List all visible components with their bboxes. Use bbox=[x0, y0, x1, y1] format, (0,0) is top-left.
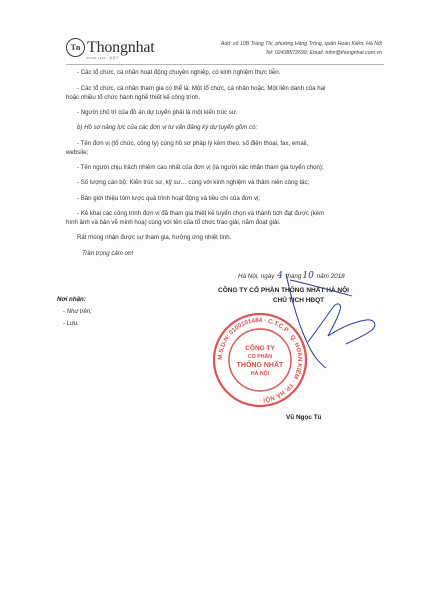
body-line: hình ảnh và bản vẽ minh hoạ) cùng với tên của tổ chức trao giải, năm đoạt giải. bbox=[66, 219, 281, 226]
signature-stroke bbox=[308, 304, 341, 342]
recipient-item: - Lưu. bbox=[63, 321, 79, 327]
date-month: 10 bbox=[302, 271, 314, 281]
body-closing: Rất mong nhận được sự tham gia, hưởng ứng nhiệt tình. bbox=[77, 234, 232, 241]
stamp-line-1: CÔNG TY bbox=[245, 345, 275, 352]
body-line: - Tên đơn vị (tổ chức, công ty) cùng hồ sơ pháp lý kèm theo, số điện thoại, fax, email, bbox=[77, 140, 309, 147]
body-line: - Người chủ trì của đồ án dự tuyển phải là một kiến trúc sư. bbox=[77, 109, 238, 116]
recipients-title: Nơi nhận: bbox=[57, 296, 86, 303]
body-line: - Kê khai các công trình đơn vị đã tham gia thiết kế tuyển chọn và thành tích đạt được (kèm bbox=[77, 210, 325, 217]
body-line: hoặc nhiều tổ chức hành nghề thiết kế công trình. bbox=[66, 94, 201, 101]
signer-title: CHỦ TỊCH HĐQT bbox=[272, 297, 325, 304]
signature-stroke bbox=[286, 274, 326, 368]
body-line: - Số lượng cán bộ: Kiến trúc sư, kỹ sư… cùng với kinh nghiệm và thâm niên công tác; bbox=[77, 179, 310, 186]
stamp-ring-text: M.S.D.N: 0100101484 · C.T.C.P · Q. HOÀN KIẾM · TP. HÀ NỘI · bbox=[216, 316, 304, 404]
body-thanks: Trân trọng cảm ơn! bbox=[82, 250, 134, 257]
date-day: 4 bbox=[277, 271, 283, 281]
logo-subtitle: SINCE 1960 · 事用产 bbox=[86, 56, 120, 60]
date-prefix: Hà Nội, ngày bbox=[238, 273, 275, 280]
company-contact: Tel: 02438572699; Email: tnhn@thongnhat.com.vn bbox=[265, 50, 382, 56]
stamp-line-3: THỐNG NHẤT bbox=[236, 362, 284, 369]
signature-stroke bbox=[328, 320, 375, 344]
company-name: CÔNG TY CỔ PHẦN THỐNG NHẤT HÀ NỘI bbox=[218, 287, 349, 294]
handwritten-signature bbox=[268, 270, 413, 380]
date-mid: tháng bbox=[285, 273, 302, 280]
signer-name: Vũ Ngọc Tú bbox=[286, 414, 322, 421]
recipient-item: - Như trên; bbox=[63, 309, 92, 315]
body-section-b: b) Hồ sơ năng lực của các đơn vị tư vấn đăng ký dự tuyển gồm có: bbox=[77, 124, 258, 131]
body-line: - Bản giới thiệu tóm lược quá trình hoạt động và tiêu chí của đơn vị; bbox=[77, 195, 261, 202]
body-line: - Tên người chịu trách nhiệm cao nhất của đơn vị (là người xác nhận tham gia tuyển chọn); bbox=[77, 164, 324, 171]
body-line: - Các tổ chức, cá nhân hoạt động chuyên nghiệp, có kinh nghiệm thực tiễn. bbox=[77, 69, 281, 76]
company-address: Add: số 10B Tràng Thi, phường Hàng Trống, quận Hoàn Kiếm, Hà Nội bbox=[220, 41, 382, 47]
body-line: - Các tổ chức, cá nhân tham gia có thể là: Một tổ chức, cá nhân hoặc. Một liên danh của hai bbox=[77, 85, 326, 92]
stamp-line-4: HÀ NỘI bbox=[250, 371, 270, 377]
body-line: website; bbox=[66, 149, 89, 156]
stamp-line-2: CỔ PHẦN bbox=[248, 354, 272, 360]
logo-mark: Tn bbox=[66, 38, 85, 57]
company-logo bbox=[66, 38, 155, 57]
header-divider bbox=[66, 64, 384, 65]
signature-stroke bbox=[290, 280, 352, 296]
logo-text: Thongnhat bbox=[87, 38, 155, 56]
date-suffix: năm 2018 bbox=[316, 273, 345, 280]
